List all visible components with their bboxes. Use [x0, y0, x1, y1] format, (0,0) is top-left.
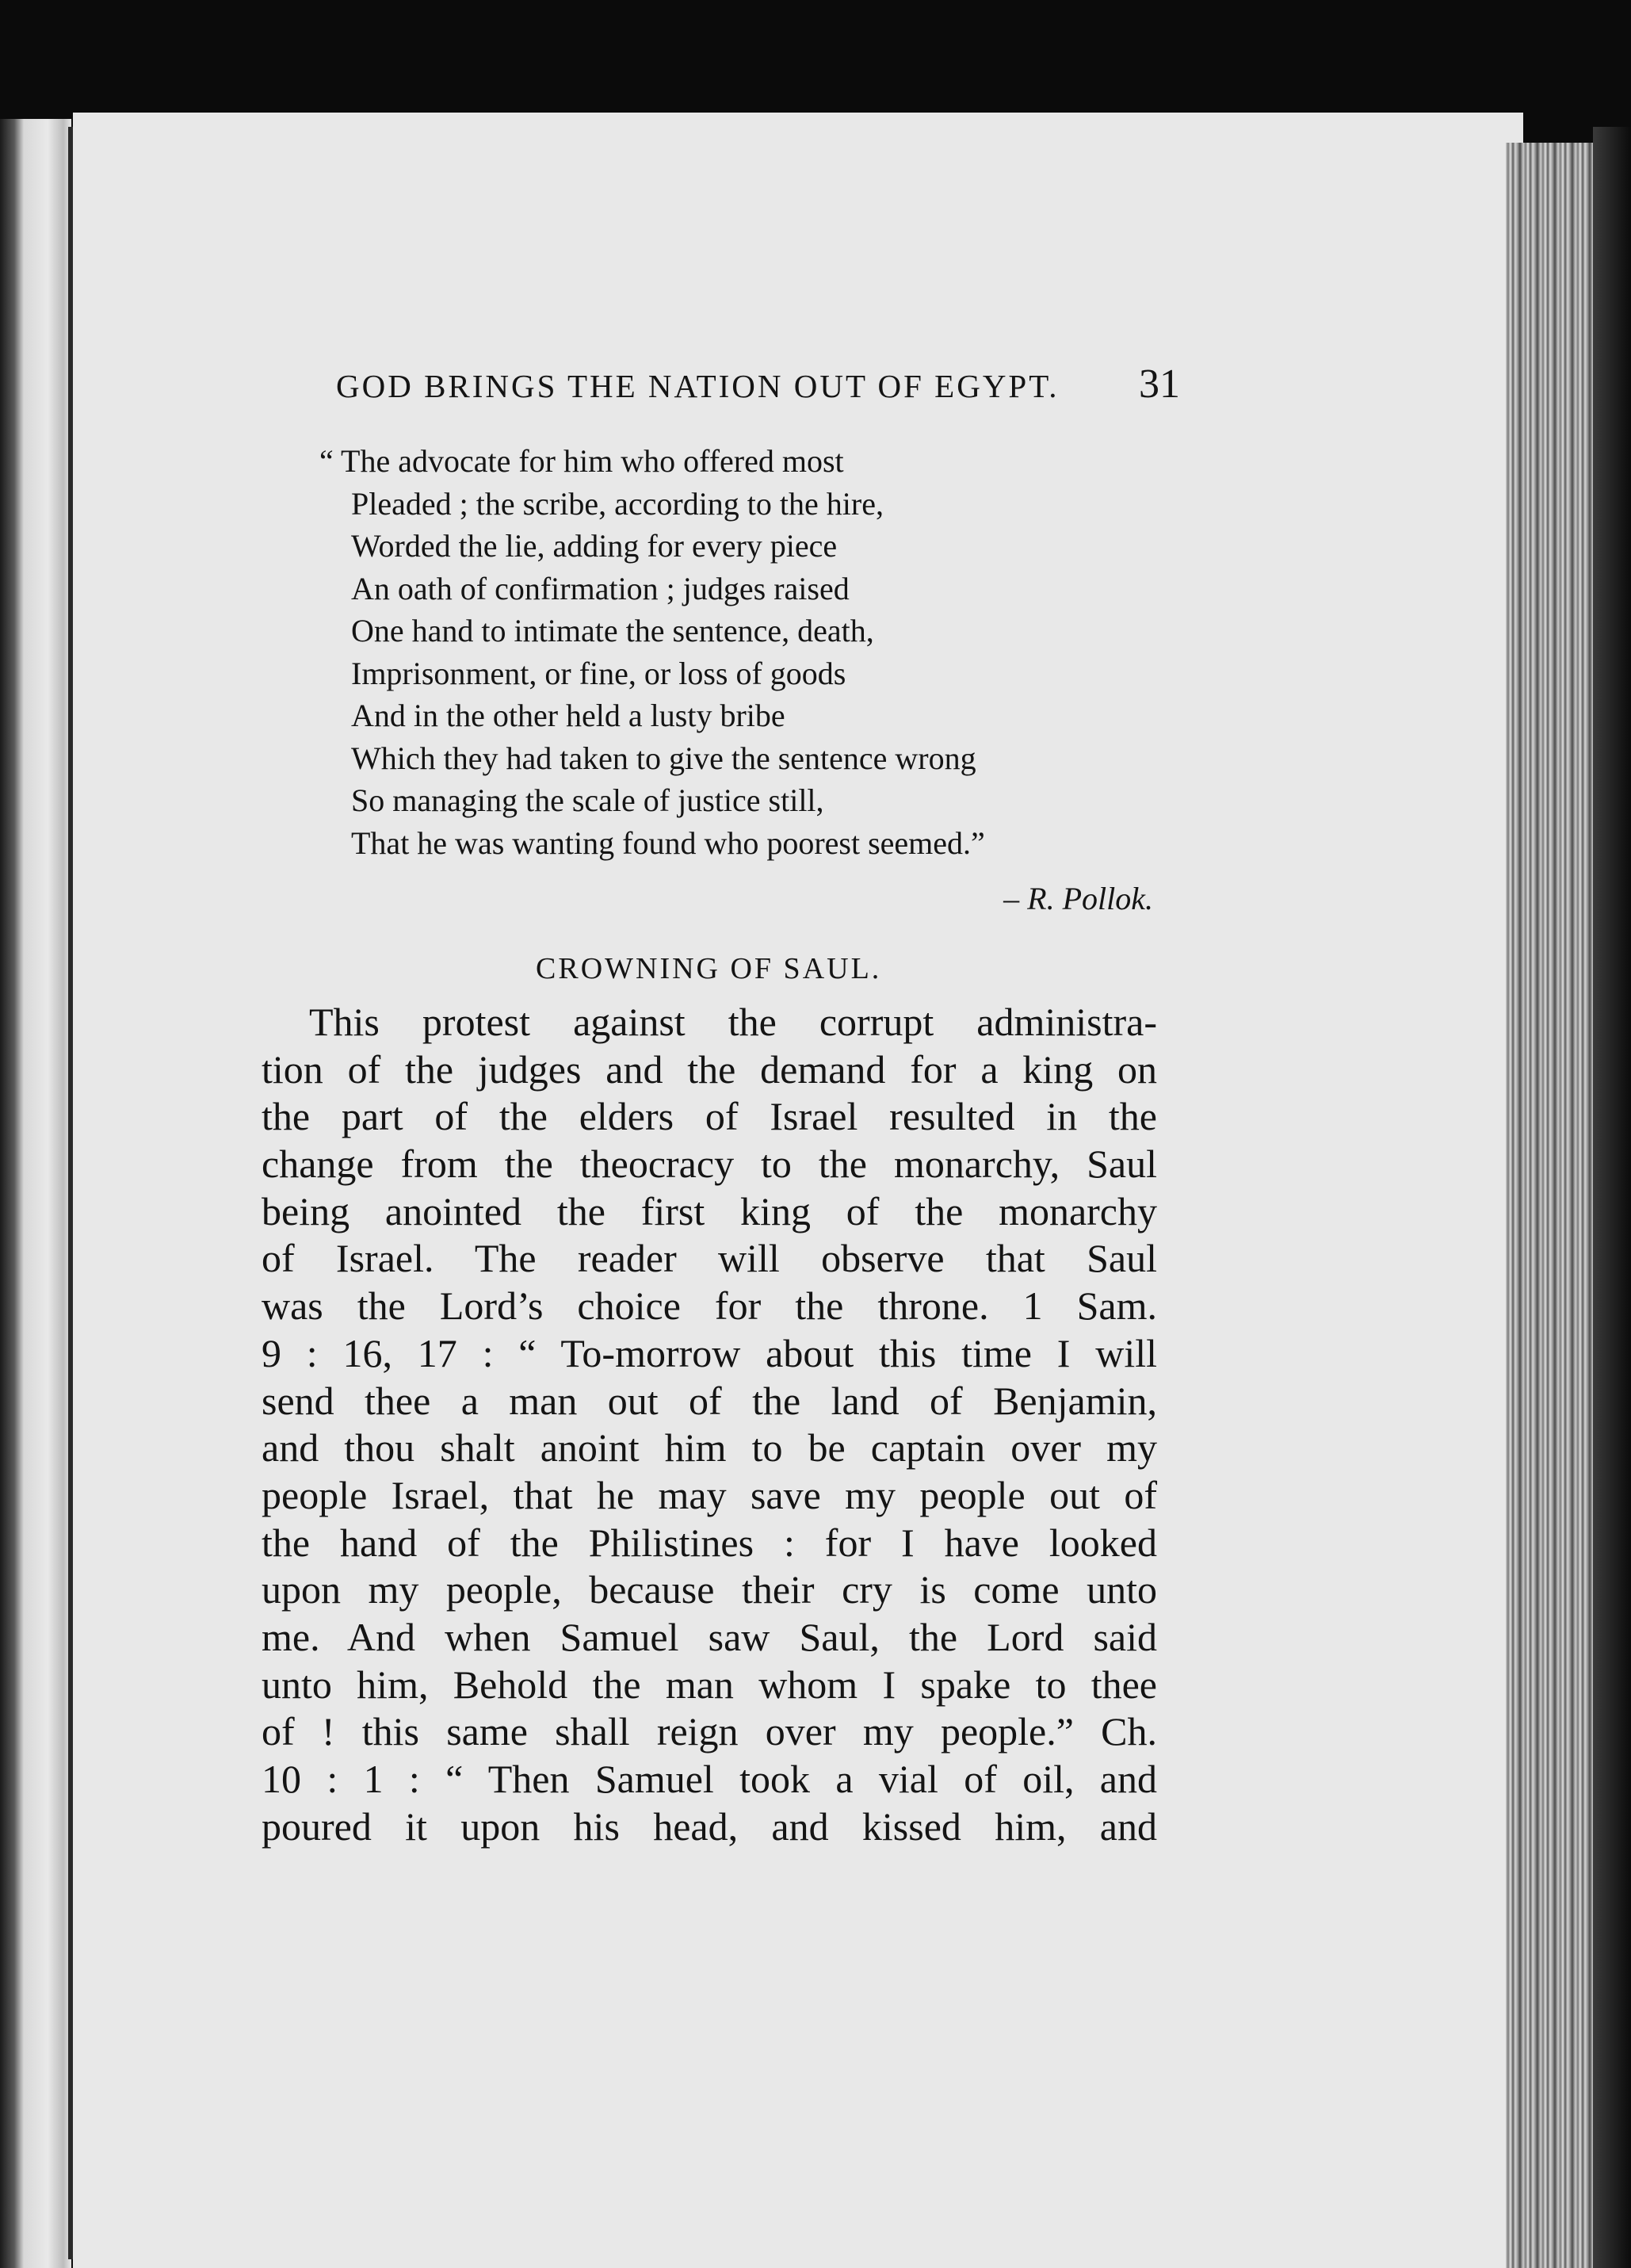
- poem-line: “ The advocate for him who offered most: [319, 443, 844, 479]
- body-line: being anointed the first king of the monarchy: [262, 1188, 1157, 1233]
- poem-line: So managing the scale of justice still,: [351, 782, 824, 818]
- poem-line: Imprisonment, or fine, or loss of goods: [351, 655, 846, 691]
- body-line: 10 : 1 : “ Then Samuel took a vial of oil, and: [262, 1757, 1157, 1801]
- poem-line: An oath of confirmation ; judges raised: [351, 570, 850, 606]
- body-line: upon my people, because their cry is come unto: [262, 1567, 1157, 1612]
- body-line: me. And when Samuel saw Saul, the Lord said: [262, 1614, 1157, 1659]
- body-line: of ! this same shall reign over my people.” Ch.: [262, 1709, 1157, 1754]
- body-line: the part of the elders of Israel resulted in the: [262, 1094, 1157, 1139]
- body-line: was the Lord’s choice for the throne. 1 Sam.: [262, 1283, 1157, 1329]
- body-line: of Israel. The reader will observe that Saul: [262, 1236, 1157, 1281]
- poem-line: Which they had taken to give the sentence wrong: [351, 740, 976, 776]
- body-line: change from the theocracy to the monarchy, Saul: [262, 1142, 1157, 1187]
- running-head: [336, 361, 1180, 408]
- running-title: GOD BRINGS THE NATION OUT OF EGYPT.: [336, 368, 1060, 404]
- body-line: This protest against the corrupt administra-: [309, 1000, 1157, 1044]
- section-heading: CROWNING OF SAUL.: [536, 952, 882, 985]
- body-line: send thee a man out of the land of Benjamin,: [262, 1378, 1157, 1423]
- poem-line: One hand to intimate the sentence, death,: [351, 613, 874, 648]
- body-line: and thou shalt anoint him to be captain over my: [262, 1425, 1157, 1471]
- poem-line: Worded the lie, adding for every piece: [351, 528, 838, 564]
- poem-line: And in the other held a lusty bribe: [351, 698, 785, 733]
- body-line: 9 : 16, 17 : “ To-morrow about this time I will: [262, 1330, 1157, 1375]
- body-line: unto him, Behold the man whom I spake to thee: [262, 1662, 1157, 1707]
- poem-attribution: – R. Pollok.: [1003, 881, 1153, 916]
- body-paragraph: [262, 999, 1157, 1850]
- body-line: poured it upon his head, and kissed him, and: [262, 1803, 1157, 1849]
- page-number: 31: [1139, 361, 1180, 407]
- poem-quotation: [313, 440, 1153, 864]
- body-line: tion of the judges and the demand for a king on: [262, 1046, 1157, 1092]
- body-line: people Israel, that he may save my people out of: [262, 1472, 1157, 1517]
- poem-line: Pleaded ; the scribe, according to the hire,: [351, 485, 884, 522]
- poem-line: That he was wanting found who poorest seemed.”: [351, 824, 985, 861]
- body-line: the hand of the Philistines : for I have looked: [262, 1520, 1157, 1565]
